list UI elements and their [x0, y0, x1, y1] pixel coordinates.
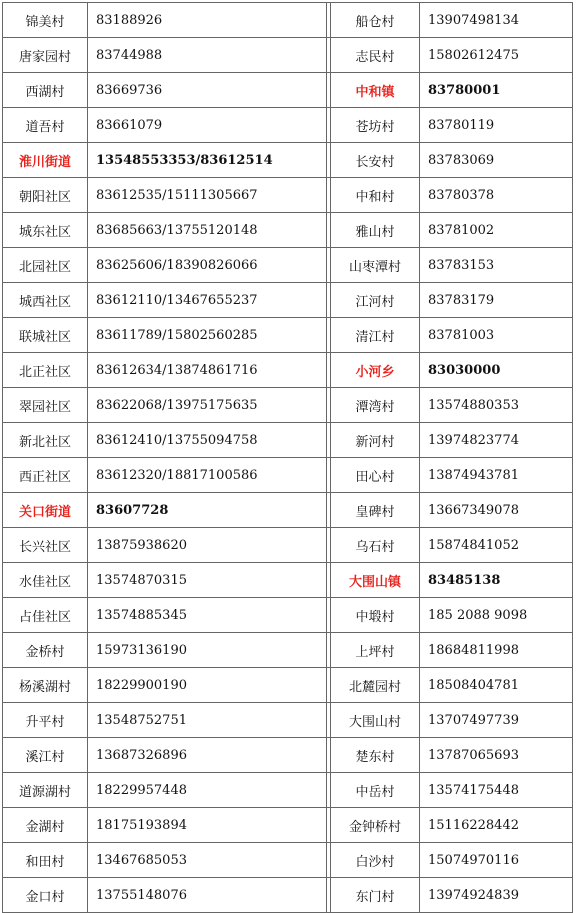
left-phone-number: 18229957448: [88, 773, 327, 808]
right-place-name: 北麓园村: [331, 668, 420, 703]
right-phone-number: 185 2088 9098: [420, 598, 573, 633]
left-place-name: 西湖村: [3, 73, 88, 108]
left-phone-number: 13467685053: [88, 843, 327, 878]
left-place-name: 道吾村: [3, 108, 88, 143]
left-place-name: 城西社区: [3, 283, 88, 318]
right-place-name: 白沙村: [331, 843, 420, 878]
left-place-name: 杨溪湖村: [3, 668, 88, 703]
table-row: [3, 843, 573, 878]
table-row: [3, 248, 573, 283]
left-place-name: 和田村: [3, 843, 88, 878]
left-section-heading: 关口街道: [3, 493, 88, 528]
right-place-name: 上坪村: [331, 633, 420, 668]
table-row: [3, 73, 573, 108]
left-phone-number: 83612320/18817100586: [88, 458, 327, 493]
left-phone-number: 83625606/18390826066: [88, 248, 327, 283]
left-phone-number: 83612634/13874861716: [88, 353, 327, 388]
right-section-heading: 大围山镇: [331, 563, 420, 598]
right-phone-number: 15874841052: [420, 528, 573, 563]
right-place-name: 江河村: [331, 283, 420, 318]
right-place-name: 田心村: [331, 458, 420, 493]
left-phone-number: 18229900190: [88, 668, 327, 703]
left-place-name: 唐家园村: [3, 38, 88, 73]
right-place-name: 清江村: [331, 318, 420, 353]
left-phone-number: 83612410/13755094758: [88, 423, 327, 458]
right-phone-number: 15074970116: [420, 843, 573, 878]
left-phone-number: 13875938620: [88, 528, 327, 563]
right-phone-number: 13574880353: [420, 388, 573, 423]
right-place-name: 楚东村: [331, 738, 420, 773]
right-phone-number: 15116228442: [420, 808, 573, 843]
left-phone-number: 13574885345: [88, 598, 327, 633]
table-row: [3, 493, 573, 528]
left-phone-number: 83611789/15802560285: [88, 318, 327, 353]
right-place-name: 乌石村: [331, 528, 420, 563]
right-place-name: 中岳村: [331, 773, 420, 808]
right-phone-number: 83030000: [420, 353, 573, 388]
right-phone-number: 13974924839: [420, 878, 573, 913]
left-phone-number: 13574870315: [88, 563, 327, 598]
right-place-name: 长安村: [331, 143, 420, 178]
table-row: [3, 423, 573, 458]
right-phone-number: 18684811998: [420, 633, 573, 668]
table-row: [3, 668, 573, 703]
right-place-name: 山枣潭村: [331, 248, 420, 283]
right-place-name: 东门村: [331, 878, 420, 913]
table-row: [3, 808, 573, 843]
table-row: [3, 388, 573, 423]
table-row: [3, 38, 573, 73]
left-phone-number: 13548553353/83612514: [88, 143, 327, 178]
table-row: [3, 353, 573, 388]
left-phone-number: 83661079: [88, 108, 327, 143]
right-phone-number: 13787065693: [420, 738, 573, 773]
left-place-name: 联城社区: [3, 318, 88, 353]
left-place-name: 占佳社区: [3, 598, 88, 633]
left-place-name: 溪江村: [3, 738, 88, 773]
left-section-heading: 淮川街道: [3, 143, 88, 178]
right-section-heading: 小河乡: [331, 353, 420, 388]
left-phone-number: 83607728: [88, 493, 327, 528]
left-place-name: 锦美村: [3, 3, 88, 38]
right-phone-number: 83783153: [420, 248, 573, 283]
right-phone-number: 15802612475: [420, 38, 573, 73]
table-row: [3, 318, 573, 353]
right-place-name: 中和村: [331, 178, 420, 213]
table-row: [3, 3, 573, 38]
left-phone-number: 83685663/13755120148: [88, 213, 327, 248]
left-phone-number: 83744988: [88, 38, 327, 73]
directory-body: [3, 3, 573, 913]
left-phone-number: 83612535/15111305667: [88, 178, 327, 213]
right-place-name: 船仓村: [331, 3, 420, 38]
left-phone-number: 83188926: [88, 3, 327, 38]
right-phone-number: 83783069: [420, 143, 573, 178]
right-place-name: 潭湾村: [331, 388, 420, 423]
left-place-name: 金口村: [3, 878, 88, 913]
left-place-name: 升平村: [3, 703, 88, 738]
left-place-name: 翠园社区: [3, 388, 88, 423]
table-row: [3, 598, 573, 633]
right-place-name: 志民村: [331, 38, 420, 73]
right-phone-number: 13574175448: [420, 773, 573, 808]
table-row: [3, 528, 573, 563]
left-phone-number: 15973136190: [88, 633, 327, 668]
right-phone-number: 18508404781: [420, 668, 573, 703]
table-row: [3, 213, 573, 248]
table-row: [3, 143, 573, 178]
right-phone-number: 13707497739: [420, 703, 573, 738]
table-row: [3, 633, 573, 668]
left-phone-number: 83622068/13975175635: [88, 388, 327, 423]
right-place-name: 新河村: [331, 423, 420, 458]
table-row: [3, 178, 573, 213]
right-place-name: 苍坊村: [331, 108, 420, 143]
right-phone-number: 83485138: [420, 563, 573, 598]
right-place-name: 皇碑村: [331, 493, 420, 528]
left-phone-number: 18175193894: [88, 808, 327, 843]
table-row: [3, 738, 573, 773]
table-row: [3, 108, 573, 143]
table-row: [3, 283, 573, 318]
right-place-name: 雅山村: [331, 213, 420, 248]
table-row: [3, 703, 573, 738]
right-phone-number: 83781002: [420, 213, 573, 248]
right-section-heading: 中和镇: [331, 73, 420, 108]
left-place-name: 金湖村: [3, 808, 88, 843]
left-place-name: 北正社区: [3, 353, 88, 388]
left-phone-number: 83669736: [88, 73, 327, 108]
right-phone-number: 83780119: [420, 108, 573, 143]
left-place-name: 金桥村: [3, 633, 88, 668]
contact-directory-table: [2, 2, 573, 913]
left-place-name: 朝阳社区: [3, 178, 88, 213]
table-row: [3, 563, 573, 598]
left-place-name: 西正社区: [3, 458, 88, 493]
right-place-name: 大围山村: [331, 703, 420, 738]
right-place-name: 金钟桥村: [331, 808, 420, 843]
left-phone-number: 83612110/13467655237: [88, 283, 327, 318]
table-row: [3, 878, 573, 913]
right-phone-number: 13667349078: [420, 493, 573, 528]
table-row: [3, 773, 573, 808]
left-place-name: 道源湖村: [3, 773, 88, 808]
left-place-name: 北园社区: [3, 248, 88, 283]
left-place-name: 水佳社区: [3, 563, 88, 598]
right-phone-number: 13907498134: [420, 3, 573, 38]
right-phone-number: 13874943781: [420, 458, 573, 493]
right-phone-number: 13974823774: [420, 423, 573, 458]
left-place-name: 长兴社区: [3, 528, 88, 563]
left-phone-number: 13687326896: [88, 738, 327, 773]
right-phone-number: 83781003: [420, 318, 573, 353]
left-phone-number: 13548752751: [88, 703, 327, 738]
right-place-name: 中塅村: [331, 598, 420, 633]
left-place-name: 城东社区: [3, 213, 88, 248]
right-phone-number: 83780001: [420, 73, 573, 108]
right-phone-number: 83783179: [420, 283, 573, 318]
table-row: [3, 458, 573, 493]
left-place-name: 新北社区: [3, 423, 88, 458]
right-phone-number: 83780378: [420, 178, 573, 213]
left-phone-number: 13755148076: [88, 878, 327, 913]
